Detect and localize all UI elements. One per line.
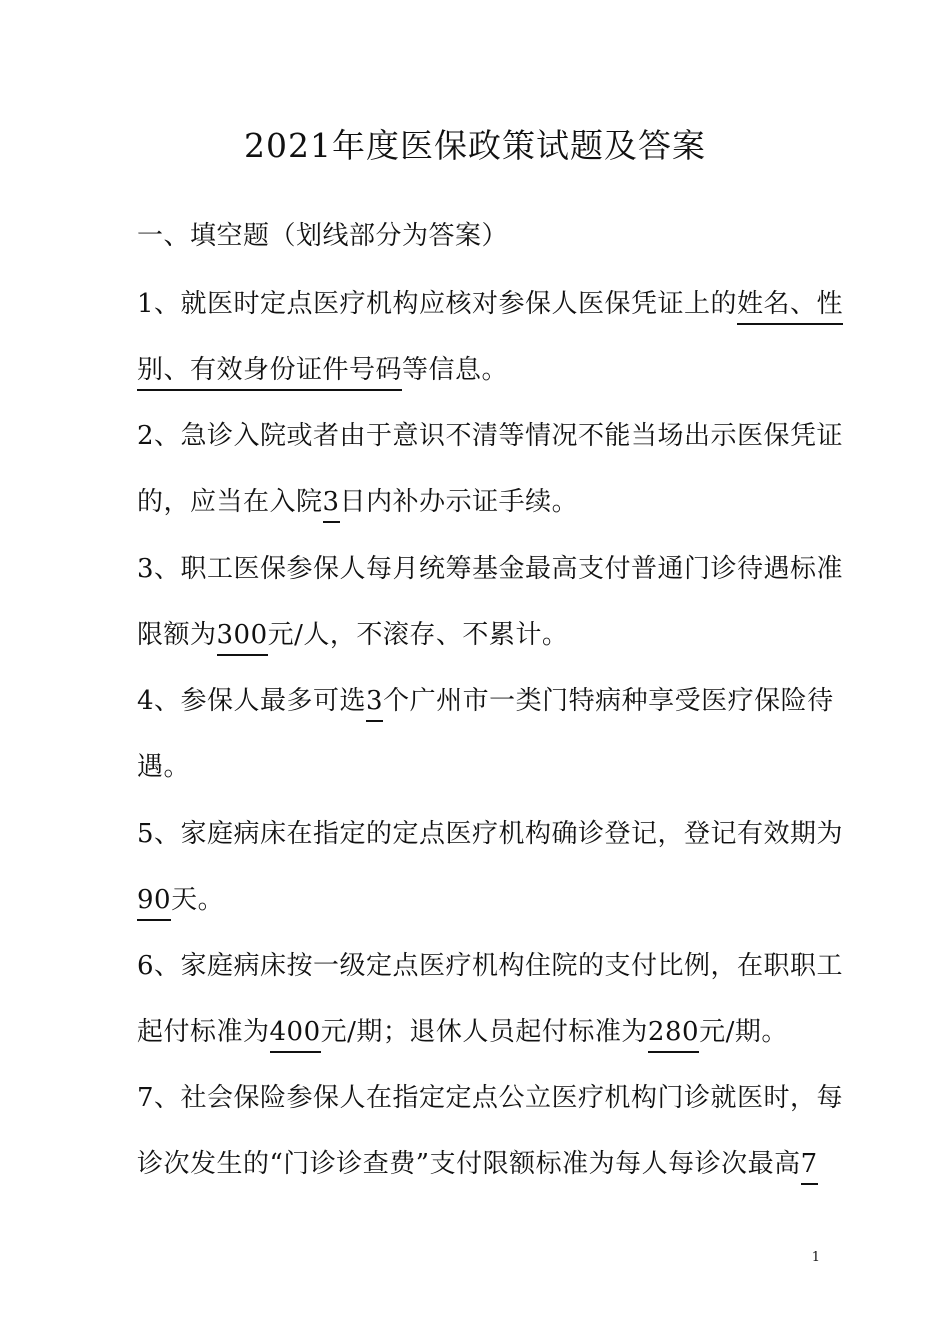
text: 个广州市一类门特病种享受医疗保险待 [383,686,834,716]
question-5-line-2 [137,880,837,920]
answer-underline: 280 [648,1017,699,1053]
text: 天。 [171,885,225,915]
answer-underline: 90 [137,885,171,921]
question-4-line-2: 遇。 [137,752,191,782]
question-7-line-2 [137,1144,837,1184]
text: 限额为 [137,620,217,650]
page-number: 1 [811,1250,820,1265]
question-3-line-1: 3、职工医保参保人每月统筹基金最高支付普通门诊待遇标准 [137,554,844,584]
text: 4、参保人最多可选 [137,686,367,716]
answer-underline: 400 [270,1017,321,1053]
text: 元/期。 [699,1017,788,1047]
question-5-line-1: 5、家庭病床在指定的定点医疗机构确诊登记，登记有效期为 [137,819,844,849]
question-6-line-1: 6、家庭病床按一级定点医疗机构住院的支付比例，在职职工 [137,951,844,981]
text: 等信息。 [402,355,509,385]
text: 的，应当在入院 [137,487,323,517]
question-6-line-2 [137,1012,837,1052]
answer-underline: 7 [801,1149,818,1185]
text: 日内补办示证手续。 [339,487,579,517]
answer-underline: 3 [366,686,383,722]
answer-underline: 3 [323,487,340,523]
text: 元/期；退休人员起付标准为 [320,1017,648,1047]
text: 起付标准为 [137,1017,270,1047]
answer-underline: 姓名、性 [737,289,843,325]
answer-underline: 别、有效身份证件号码 [137,355,402,391]
question-4-line-1 [137,681,837,721]
text: 1、就医时定点医疗机构应核对参保人医保凭证上的 [137,289,738,319]
document-title: 2021年度医保政策试题及答案 [244,126,706,165]
text: 诊次发生的“门诊诊查费”支付限额标准为每人每诊次最高 [137,1149,801,1179]
question-7-line-1: 7、社会保险参保人在指定定点公立医疗机构门诊就医时，每 [137,1083,844,1113]
question-3-line-2 [137,615,837,655]
answer-underline: 300 [217,620,268,656]
text: 元/人，不滚存、不累计。 [267,620,569,650]
section-heading: 一、填空题（划线部分为答案） [137,221,509,251]
question-2-line-2 [137,482,837,522]
question-1-line-2 [137,350,837,390]
question-1-line-1 [137,284,844,324]
question-2-line-1: 2、急诊入院或者由于意识不清等情况不能当场出示医保凭证 [137,421,844,451]
